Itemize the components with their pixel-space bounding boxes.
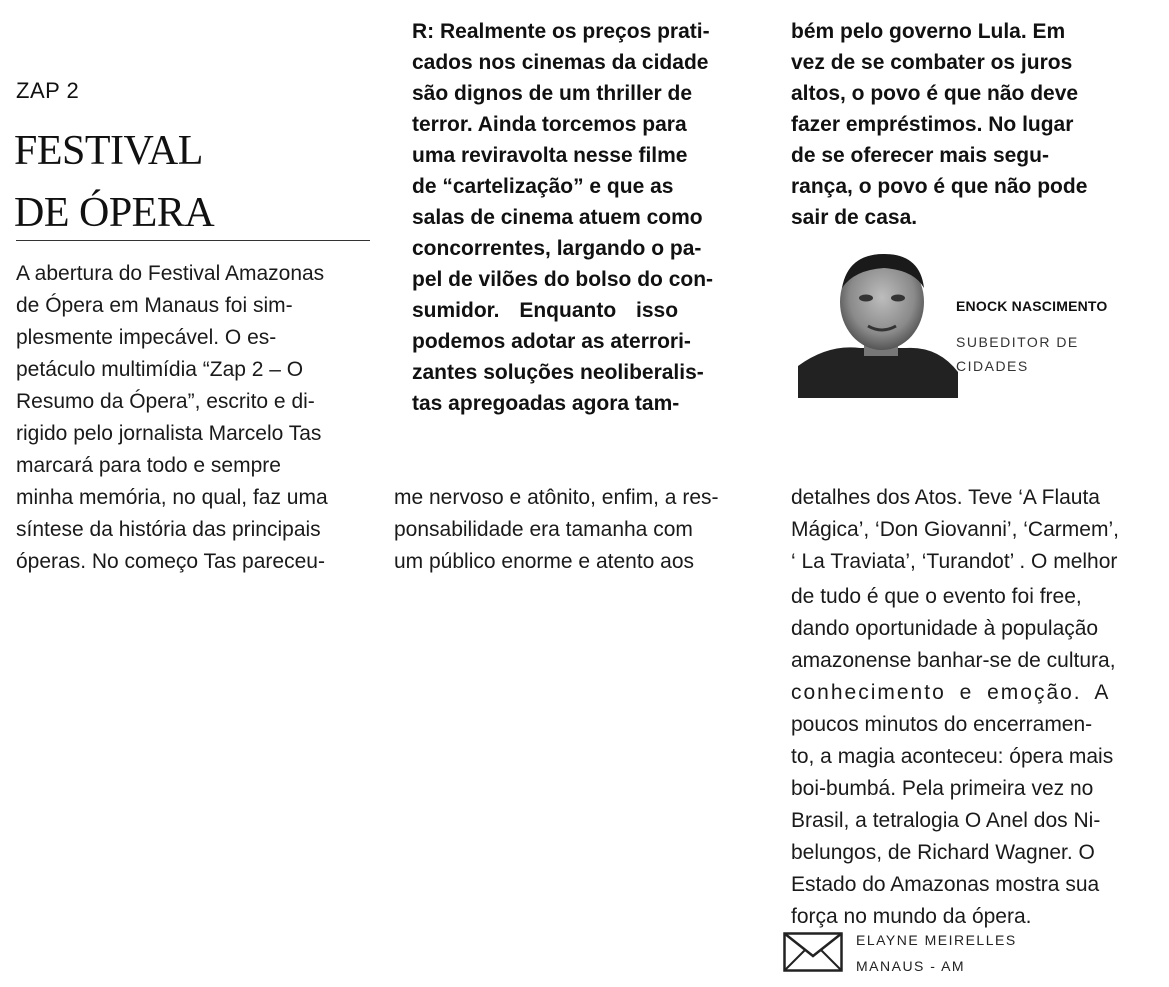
column2-bold-line: terror. Ainda torcemos para (412, 113, 687, 136)
column3-line: ‘ La Traviata’, ‘Turandot’ . O melhor (791, 550, 1118, 573)
column3-line: amazonense banhar-se de cultura, (791, 649, 1116, 672)
column3-line: boi-bumbá. Pela primeira vez no (791, 777, 1094, 800)
column3-line: de tudo é que o evento foi free, (791, 585, 1082, 608)
column3-bold-line: sair de casa. (791, 206, 918, 229)
column2-bold-line: tas apregoadas agora tam- (412, 392, 680, 415)
column3-line: detalhes dos Atos. Teve ‘A Flauta (791, 486, 1100, 509)
column1-line: Resumo da Ópera”, escrito e di- (16, 390, 315, 413)
column2-bold-line: pel de vilões do bolso do con- (412, 268, 714, 291)
column3-bold-line: fazer empréstimos. No lugar (791, 113, 1074, 136)
byline-role-line: CIDADES (956, 358, 1029, 374)
column3-bold-line: altos, o povo é que não deve (791, 82, 1079, 105)
column3-line: poucos minutos do encerramen- (791, 713, 1093, 736)
column1-line: rigido pelo jornalista Marcelo Tas (16, 422, 322, 445)
column3-line: dando oportunidade à população (791, 617, 1099, 640)
headline-rule (16, 240, 370, 241)
column2-bold-line: sumidor. Enquanto isso (412, 299, 679, 322)
column3-line: força no mundo da ópera. (791, 905, 1032, 928)
column3-bold-line: bém pelo governo Lula. Em (791, 20, 1066, 43)
headline-line-1: FESTIVAL (14, 128, 203, 174)
column2-bold-line: de “cartelização” e que as (412, 175, 674, 198)
column3-line: Brasil, a tetralogia O Anel dos Ni- (791, 809, 1101, 832)
column2-bold-line: uma reviravolta nesse filme (412, 144, 688, 167)
column1-line: petáculo multimídia “Zap 2 – O (16, 358, 304, 381)
column2-bold-line: cados nos cinemas da cidade (412, 51, 709, 74)
column2-line: me nervoso e atônito, enfim, a res- (394, 486, 719, 509)
envelope-icon (783, 932, 843, 972)
column3-bold-line: de se oferecer mais segu- (791, 144, 1049, 167)
column2-bold-line: R: Realmente os preços prati- (412, 20, 710, 43)
column3-line: Mágica’, ‘Don Giovanni’, ‘Carmem’, (791, 518, 1119, 541)
column2-bold-line: zantes soluções neoliberalis- (412, 361, 704, 384)
column3-line: Estado do Amazonas mostra sua (791, 873, 1100, 896)
column1-line: marcará para todo e sempre (16, 454, 281, 477)
column2-bold-line: salas de cinema atuem como (412, 206, 703, 229)
column1-line: óperas. No começo Tas pareceu- (16, 550, 325, 573)
column3-line: to, a magia aconteceu: ópera mais (791, 745, 1114, 768)
column3-bold-line: vez de se combater os juros (791, 51, 1073, 74)
byline-name: ENOCK NASCIMENTO (956, 298, 1108, 314)
column2-bold-line: podemos adotar as aterrori- (412, 330, 691, 353)
column2-line: um público enorme e atento aos (394, 550, 695, 573)
column3-line: conhecimento e emoção. A (791, 681, 1111, 704)
column2-line: ponsabilidade era tamanha com (394, 518, 693, 541)
column1-line: minha memória, no qual, faz uma (16, 486, 328, 509)
column1-line: A abertura do Festival Amazonas (16, 262, 325, 285)
column1-line: de Ópera em Manaus foi sim- (16, 294, 293, 317)
column2-bold-line: concorrentes, largando o pa- (412, 237, 702, 260)
column3-bold-line: rança, o povo é que não pode (791, 175, 1088, 198)
headline-line-2: DE ÓPERA (14, 190, 215, 236)
section-kicker: ZAP 2 (16, 78, 80, 103)
byline-role-line: SUBEDITOR DE (956, 334, 1079, 350)
signature-place: MANAUS - AM (856, 958, 966, 974)
portrait-photo (798, 248, 968, 398)
column3-line: belungos, de Richard Wagner. O (791, 841, 1095, 864)
signature-name: ELAYNE MEIRELLES (856, 932, 1017, 948)
column1-line: síntese da história das principais (16, 518, 321, 541)
column1-line: plesmente impecável. O es- (16, 326, 277, 349)
column2-bold-line: são dignos de um thriller de (412, 82, 693, 105)
